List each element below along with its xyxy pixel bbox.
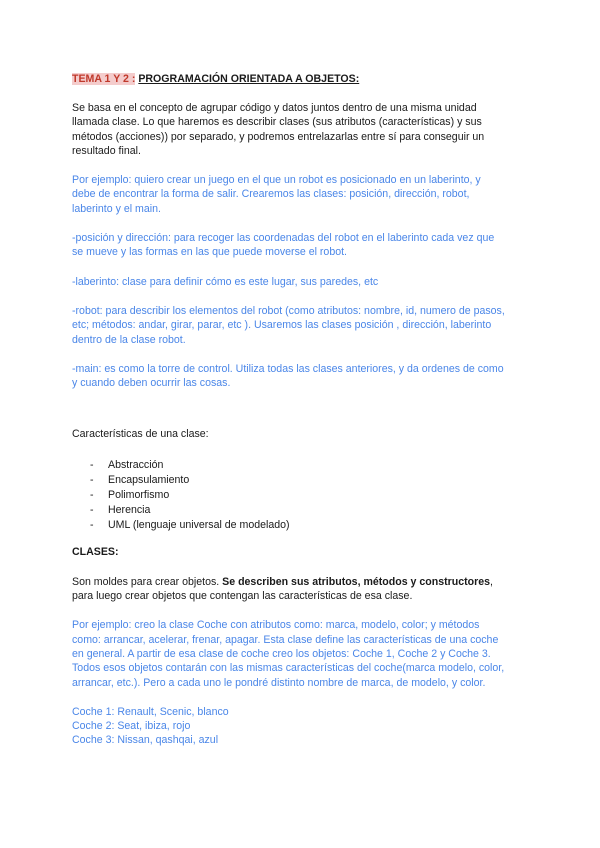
intro-line: resultado final. xyxy=(72,144,141,157)
features-list xyxy=(72,458,532,533)
intro-line: métodos (acciones)) por separado, y podremos entrelazarlas entre sí para conseguir un xyxy=(72,130,485,143)
car-item: Coche 1: Renault, Scenic, blanco xyxy=(72,705,229,718)
car-item: Coche 3: Nissan, qashqai, azul xyxy=(72,734,219,747)
robot-paragraph xyxy=(72,304,532,347)
list-item: - UML (lenguaje universal de modelado) xyxy=(90,518,290,531)
laberinto-line: -laberinto: clase para definir cómo es este lugar, sus paredes, etc xyxy=(72,275,379,288)
main-line: y cuando deben ocurrir las cosas. xyxy=(72,377,231,390)
list-item: - Encapsulamiento xyxy=(90,473,190,486)
coche-example-line: arrancar, etc.). Pero a cada uno le pondré distinto nombre de marca, de modelo, y color. xyxy=(72,676,486,689)
laberinto-paragraph xyxy=(72,275,532,289)
title-prefix: TEMA 1 Y 2 : xyxy=(72,73,136,85)
clases-desc-line: para luego crear objetos que contengan las características de esa clase. xyxy=(72,590,413,603)
robot-line: etc; métodos: andar, girar, parar, etc ). Usaremos las clases posición , dirección, laberinto xyxy=(72,319,492,332)
pos-dir-paragraph xyxy=(72,231,532,260)
clases-heading: CLASES: xyxy=(72,545,119,558)
list-item: - Abstracción xyxy=(90,458,164,471)
pos-dir-line: -posición y dirección: para recoger las coordenadas del robot en el laberinto cada vez que xyxy=(72,232,495,245)
intro-line: llamada clase. Lo que haremos es describir clases (sus atributos (características) y sus xyxy=(72,116,482,129)
document-content xyxy=(72,72,532,748)
features-heading: Características de una clase: xyxy=(72,428,209,441)
coche-example-line: Todos esos objetos contarán con las mismas características del coche(marca modelo, color, xyxy=(72,662,505,675)
cars-list xyxy=(72,705,532,748)
example-line: debe de encontrar la forma de salir. Crearemos las clases: posición, dirección, robot, xyxy=(72,188,470,201)
list-item: - Herencia xyxy=(90,503,151,516)
main-line: -main: es como la torre de control. Utiliza todas las clases anteriores, y da ordenes de como xyxy=(72,362,504,375)
coche-example-line: como: arrancar, acelerar, frenar, apagar. Esta clase define las características de una coche xyxy=(72,633,499,646)
robot-line: -robot: para describir los elementos del robot (como atributos: nombre, id, numero de pasos, xyxy=(72,304,505,317)
example-paragraph xyxy=(72,173,532,216)
example-line: Por ejemplo: quiero crear un juego en el que un robot es posicionado en un laberinto, y xyxy=(72,174,481,187)
clases-description xyxy=(72,575,532,604)
clases-desc-line: Son moldes para crear objetos. Se describen sus atributos, métodos y constructores, xyxy=(72,575,493,588)
main-paragraph xyxy=(72,362,532,391)
example-line: laberinto y el main. xyxy=(72,202,161,215)
page-title xyxy=(72,72,532,86)
coche-example-line: Por ejemplo: creo la clase Coche con atributos como: marca, modelo, color; y métodos xyxy=(72,619,480,632)
coche-example-paragraph xyxy=(72,618,532,689)
coche-example-line: en general. A partir de esa clase de coche creo los objetos: Coche 1, Coche 2 y Coche 3. xyxy=(72,647,491,660)
list-item: - Polimorfismo xyxy=(90,488,170,501)
robot-line: dentro de la clase robot. xyxy=(72,333,186,346)
intro-line: Se basa en el concepto de agrupar código y datos juntos dentro de una misma unidad xyxy=(72,102,477,114)
car-item: Coche 2: Seat, ibiza, rojo xyxy=(72,720,191,733)
intro-paragraph xyxy=(72,101,532,158)
title-main: PROGRAMACIÓN ORIENTADA A OBJETOS: xyxy=(138,73,360,85)
pos-dir-line: se mueve y las formas en las que puede moverse el robot. xyxy=(72,246,347,259)
